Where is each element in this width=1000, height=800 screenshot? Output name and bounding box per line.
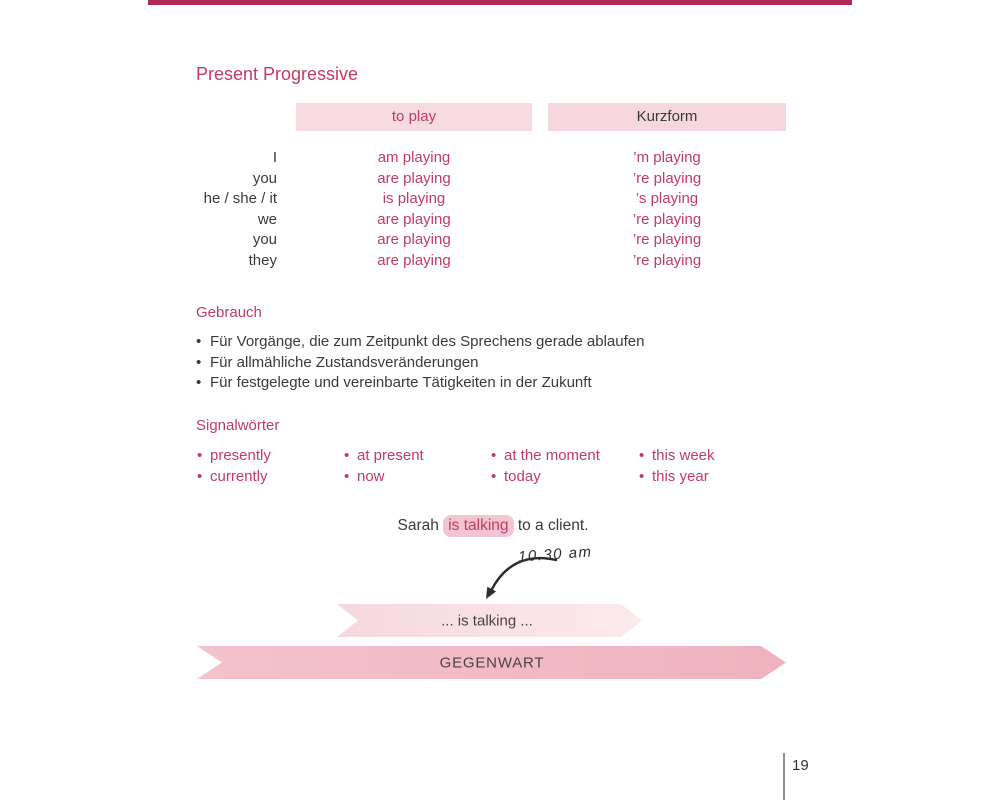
signal-word — [344, 466, 424, 487]
signal-word-text: this year — [652, 468, 709, 485]
signal-word — [639, 466, 715, 487]
page-number: 19 — [792, 757, 809, 774]
gebrauch-item-text: Für Vorgänge, die zum Zeitpunkt des Sprechens gerade ablaufen — [210, 333, 645, 350]
signalwoerter-heading: Signalwörter — [196, 417, 280, 434]
full-form-cell: are playing — [377, 169, 451, 187]
gebrauch-heading: Gebrauch — [196, 304, 262, 321]
bullet-icon: • — [639, 468, 645, 485]
signal-word — [344, 445, 424, 466]
gebrauch-item — [196, 353, 644, 374]
gebrauch-item — [196, 332, 644, 353]
short-form-cell: ’s playing — [635, 190, 699, 207]
short-form-cell: ’m playing — [633, 149, 701, 166]
signal-word — [197, 445, 271, 466]
bullet-icon: • — [344, 447, 350, 464]
signal-column-3 — [491, 445, 600, 487]
full-form-cell: are playing — [377, 231, 451, 248]
table-header-kurzform: Kurzform — [548, 103, 786, 131]
page-top-rule — [148, 0, 852, 5]
handwritten-time-annotation: 10.30 am — [517, 543, 594, 566]
bullet-icon: • — [491, 468, 497, 485]
signal-word — [491, 466, 600, 487]
signal-column-2 — [344, 445, 424, 487]
pronoun-cell: you — [252, 169, 277, 187]
example-sentence — [343, 517, 643, 535]
bullet-icon: • — [196, 374, 202, 391]
signal-word-text: at the moment — [504, 447, 600, 464]
signal-word — [639, 445, 715, 466]
signal-column-4 — [639, 445, 715, 487]
pronoun-column — [196, 148, 277, 271]
signal-column-1 — [197, 445, 271, 487]
bullet-icon: • — [197, 447, 203, 464]
signal-word-text: presently — [210, 447, 271, 464]
pronoun-cell: I — [272, 149, 277, 166]
signal-word-text: currently — [210, 468, 268, 485]
bullet-icon: • — [344, 468, 350, 485]
gebrauch-list — [196, 332, 644, 394]
bullet-icon: • — [196, 333, 202, 350]
signal-word — [491, 445, 600, 466]
signal-word-text: at present — [357, 447, 424, 464]
short-form-cell: ’re playing — [632, 251, 702, 269]
short-form-cell: ’re playing — [632, 169, 702, 187]
gebrauch-item-text: Für allmähliche Zustandsveränderungen — [210, 353, 479, 371]
short-form-cell: ’re playing — [632, 231, 702, 248]
bullet-icon: • — [196, 353, 202, 371]
timeline-action-ribbon — [337, 604, 642, 637]
signal-word-text: now — [357, 468, 385, 485]
example-after: to a client. — [517, 517, 589, 534]
full-form-cell: are playing — [377, 210, 451, 228]
page-number-rule — [783, 753, 785, 800]
full-form-cell: am playing — [377, 149, 451, 166]
pronoun-cell: we — [257, 210, 277, 228]
full-form-cell: is playing — [382, 190, 446, 207]
full-form-column — [296, 148, 532, 271]
bullet-icon: • — [491, 447, 497, 464]
curved-arrow-icon — [478, 551, 562, 607]
gebrauch-item-text: Für festgelegte und vereinbarte Tätigkeiten in der Zukunft — [210, 374, 592, 391]
short-form-column — [548, 148, 786, 271]
page-title: Present Progressive — [196, 64, 359, 84]
short-form-cell: ’re playing — [632, 210, 702, 228]
timeline-axis-ribbon — [197, 646, 786, 679]
signal-word — [197, 466, 271, 487]
example-highlight: is talking — [443, 515, 513, 537]
gebrauch-item — [196, 373, 644, 394]
bullet-icon: • — [197, 468, 203, 485]
example-before: Sarah — [397, 517, 439, 534]
signal-word-text: today — [504, 468, 541, 485]
pronoun-cell: he / she / it — [203, 190, 277, 207]
full-form-cell: are playing — [377, 251, 451, 269]
signal-word-text: this week — [652, 447, 715, 464]
pronoun-cell: you — [252, 231, 277, 248]
axis-ribbon-label: GEGENWART — [439, 654, 545, 672]
table-header-to-play: to play — [296, 103, 532, 131]
bullet-icon: • — [639, 447, 645, 464]
action-ribbon-label: ... is talking ... — [441, 612, 533, 630]
pronoun-cell: they — [248, 251, 277, 269]
